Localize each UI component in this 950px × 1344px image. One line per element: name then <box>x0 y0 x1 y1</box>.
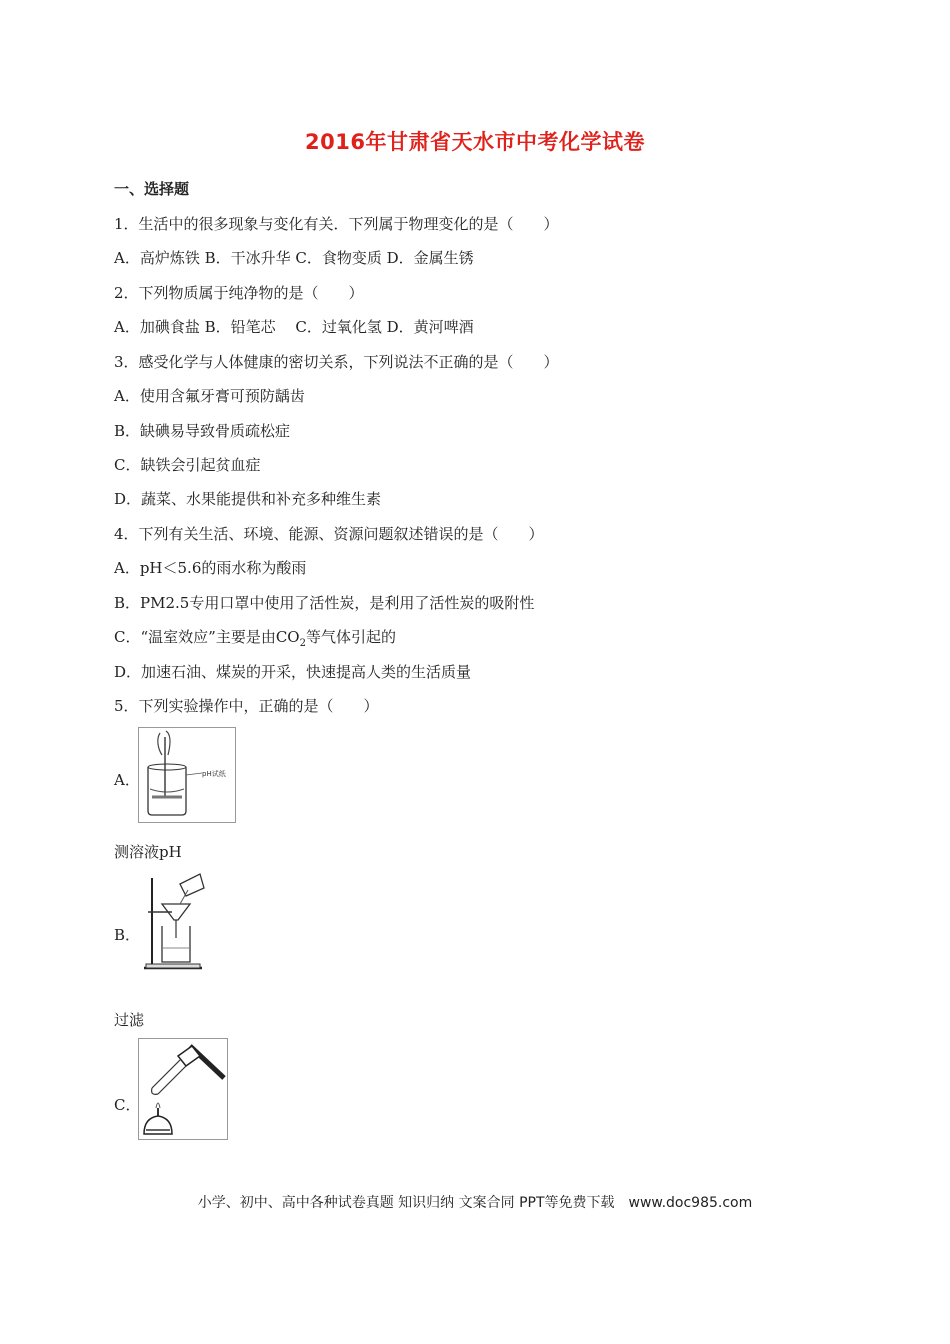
q4-option-c: C．“温室效应”主要是由$CO_2$等气体引起的 <box>114 628 396 649</box>
q3-option-a: A．使用含氟牙膏可预防龋齿 <box>114 387 305 405</box>
q1-stem: 1．生活中的很多现象与变化有关．下列属于物理变化的是（ ） <box>114 215 559 233</box>
q5-option-a-caption: 测溶液pH <box>114 843 182 861</box>
q4-option-d: D．加速石油、煤炭的开采，快速提高人类的生活质量 <box>114 663 472 681</box>
footer-text: 小学、初中、高中各种试卷真题 知识归纳 文案合同 PPT等免费下载 www.doc985.com <box>197 1195 753 1211</box>
q5-option-b-caption: 过滤 <box>114 1011 145 1029</box>
q3-option-c: C．缺铁会引起贫血症 <box>114 456 261 474</box>
q3-option-b: B．缺碘易导致骨质疏松症 <box>114 422 291 440</box>
q5-option-a-label: A． <box>114 771 140 789</box>
q5-stem: 5．下列实验操作中，正确的是（ ） <box>114 697 379 715</box>
page-title: 2016年甘肃省天水市中考化学试卷 <box>305 130 645 154</box>
heating-illustration <box>138 1038 228 1140</box>
q2-options: A．加碘食盐 B．铅笔芯 C．过氧化氢 D．黄河啤酒 <box>114 318 474 336</box>
q1-options: A．高炉炼铁 B．干冰升华 C．食物变质 D．金属生锈 <box>114 249 474 267</box>
ph-paper-label: pH试纸 <box>202 770 226 778</box>
ph-test-illustration <box>138 727 236 823</box>
q5-option-b-label: B． <box>114 926 141 944</box>
section-heading: 一、选择题 <box>114 180 190 198</box>
filtration-illustration <box>138 868 208 972</box>
q5-option-c-label: C． <box>114 1096 141 1114</box>
q4-stem: 4．下列有关生活、环境、能源、资源问题叙述错误的是（ ） <box>114 525 544 543</box>
q3-stem: 3．感受化学与人体健康的密切关系，下列说法不正确的是（ ） <box>114 353 559 371</box>
q2-stem: 2．下列物质属于纯净物的是（ ） <box>114 284 364 302</box>
q3-option-d: D．蔬菜、水果能提供和补充多种维生素 <box>114 490 382 508</box>
q4-option-a: A．pH＜5.6的雨水称为酸雨 <box>114 559 307 577</box>
q4-option-b: B．PM2.5专用口罩中使用了活性炭，是利用了活性炭的吸附性 <box>114 594 535 612</box>
